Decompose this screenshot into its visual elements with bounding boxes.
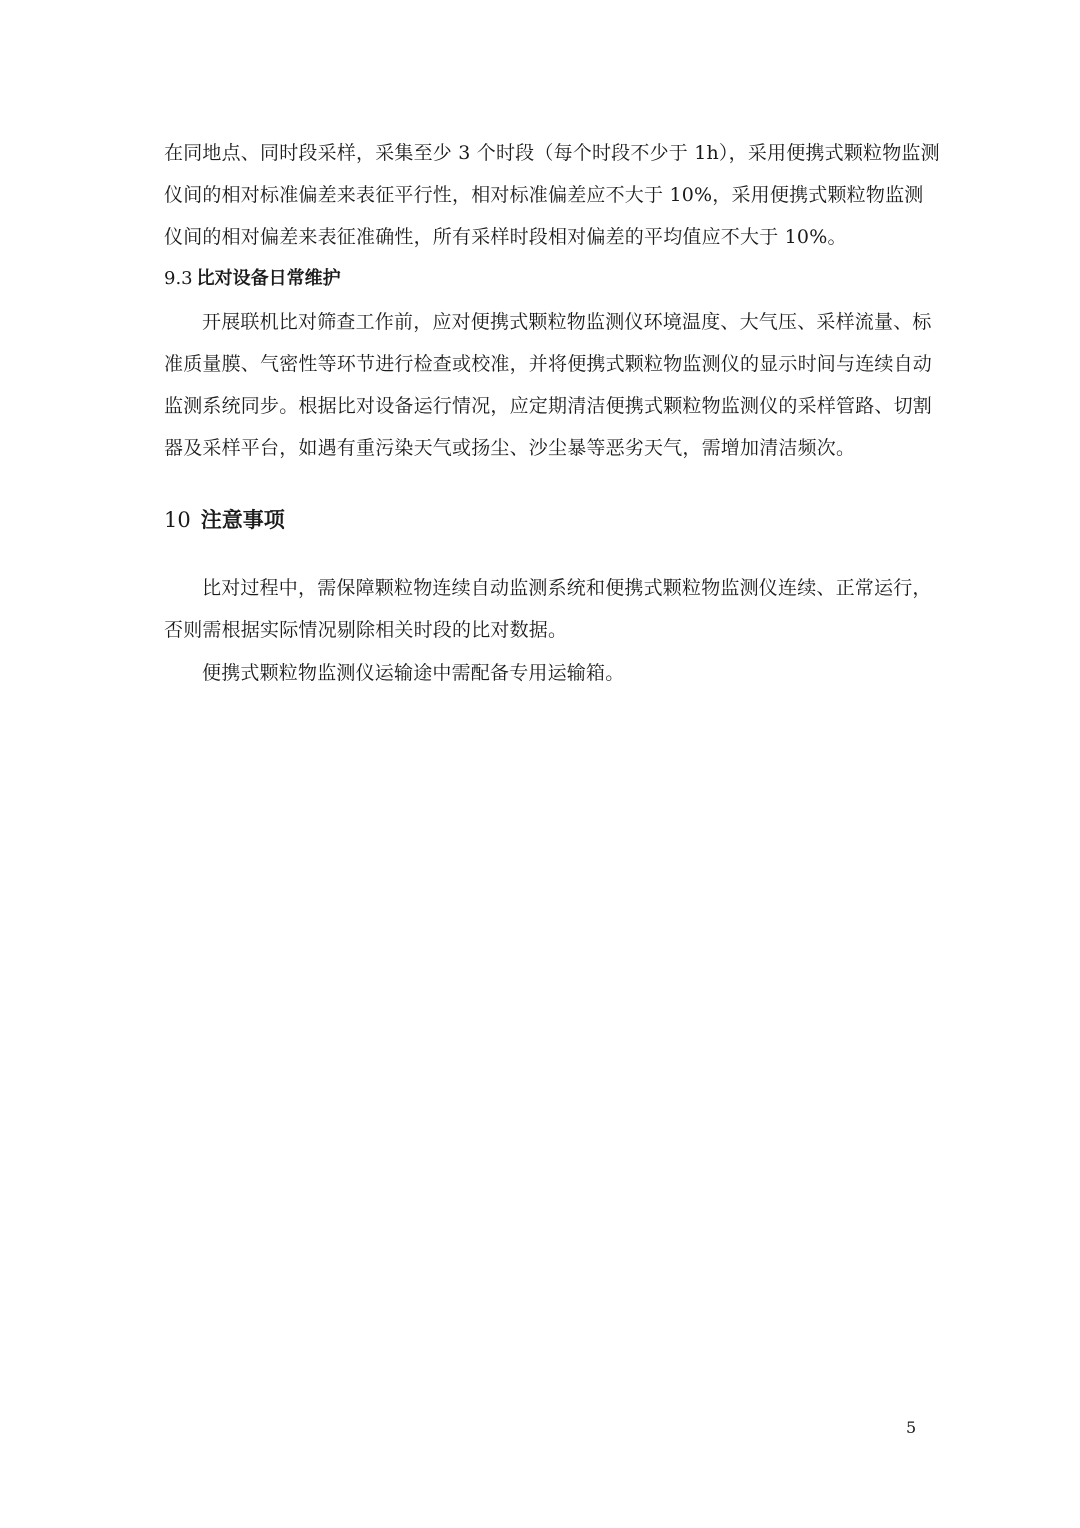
section-9-3-line-3: 监测系统同步。根据比对设备运行情况，应定期清洁便携式颗粒物监测仪的采样管路、切割 [164,395,933,417]
section-10-heading [164,506,285,534]
section-9-3-heading [164,267,341,291]
intro-line-3: 仪间的相对偏差来表征准确性，所有采样时段相对偏差的平均值应不大于 10%。 [164,226,847,248]
intro-line-1: 在同地点、同时段采样，采集至少 3 个时段（每个时段不少于 1h），采用便携式颗粒物监测 [164,142,940,164]
section-10-p2-line-1: 便携式颗粒物监测仪运输途中需配备专用运输箱。 [202,662,625,684]
section-9-3-title: 比对设备日常维护 [196,268,341,289]
intro-line-2: 仪间的相对标准偏差来表征平行性，相对标准偏差应不大于 10%，采用便携式颗粒物监测 [164,184,924,206]
section-9-3-line-2: 准质量膜、气密性等环节进行检查或校准，并将便携式颗粒物监测仪的显示时间与连续自动 [164,353,933,375]
section-9-3-line-1: 开展联机比对筛查工作前，应对便携式颗粒物监测仪环境温度、大气压、采样流量、标 [202,311,932,333]
section-10-title: 注意事项 [200,508,285,532]
section-10-number: 10 [164,508,191,532]
section-9-3-number: 9.3 [164,268,193,289]
section-10-p1-line-2: 否则需根据实际情况剔除相关时段的比对数据。 [164,619,568,641]
section-9-3-line-4: 器及采样平台，如遇有重污染天气或扬尘、沙尘暴等恶劣天气，需增加清洁频次。 [164,437,856,459]
section-10-p1-line-1: 比对过程中，需保障颗粒物连续自动监测系统和便携式颗粒物监测仪连续、正常运行， [202,577,932,599]
page-number: 5 [906,1418,917,1437]
